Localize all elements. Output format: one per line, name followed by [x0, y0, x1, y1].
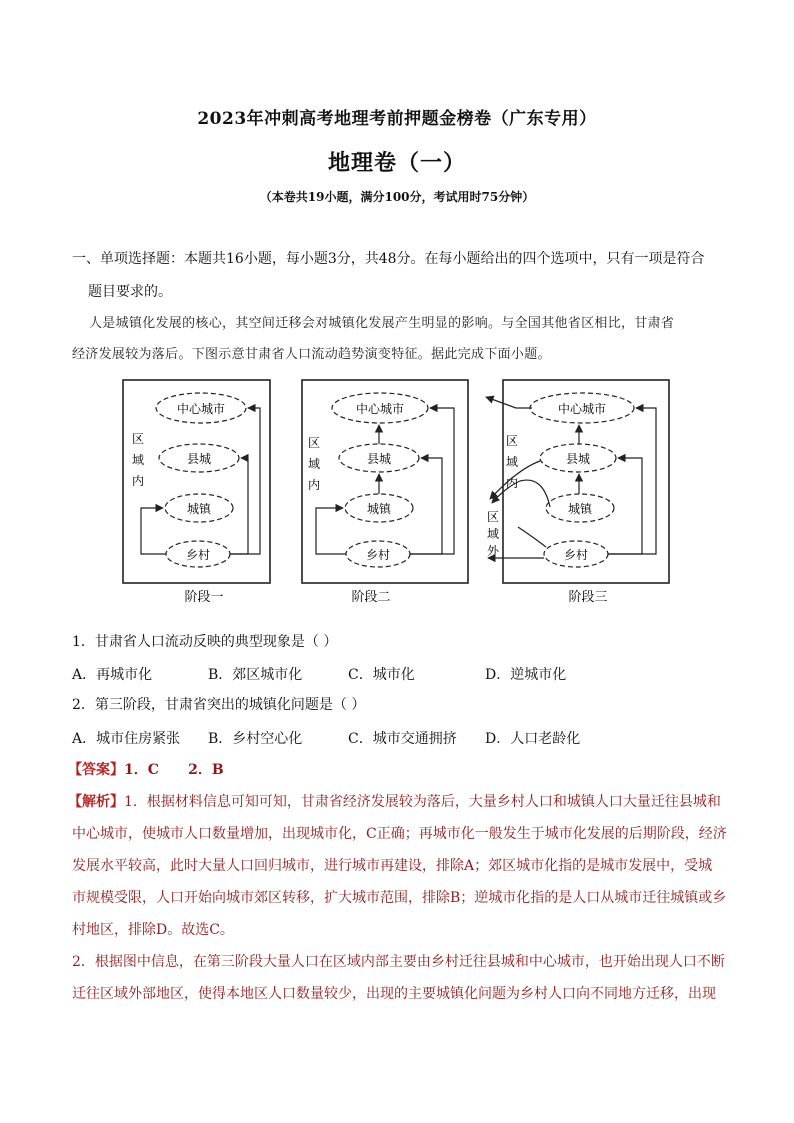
stage-2-town-label: 城镇 — [366, 502, 392, 516]
section-heading-line1: 一、单项选择题：本题共16小题，每小题3分，共48分。在每小题给出的四个选项中，只有一项是符合 — [72, 251, 705, 267]
analysis-text-1: 1．根据材料信息可知可知，甘肃省经济发展较为落后，大量乡村人口和城镇人口大量迁往县城和 — [124, 794, 721, 810]
stage-3-arrow-city-to-outside — [486, 397, 532, 408]
stage-1-region-inside-char3: 内 — [131, 474, 145, 488]
stage-1-county-label: 县城 — [186, 452, 212, 466]
stage-2-panel — [302, 380, 468, 605]
answer-value: 1．C 2．B — [124, 762, 224, 778]
stage-1-panel — [123, 380, 270, 605]
section-heading-line2: 题目要求的。 — [88, 284, 172, 300]
question-2-option-c: C．城市交通拥挤 — [348, 731, 457, 747]
exam-title: 2023年冲刺高考地理考前押题金榜卷（广东专用） — [197, 109, 597, 129]
stage-3-region-outside-char2: 域 — [486, 527, 500, 541]
stage-2-county-label: 县城 — [366, 452, 392, 466]
intro-line2: 经济发展较为落后。下图示意甘肃省人口流动趋势演变特征。据此完成下面小题。 — [72, 347, 551, 362]
stage-3-label: 阶段三 — [568, 590, 608, 605]
question-2-option-a: A．城市住房紧张 — [72, 731, 181, 747]
stage-1-arrow-village-to-city — [230, 408, 260, 554]
stage-1-town-label: 城镇 — [186, 502, 212, 516]
stage-3-region-inside-char3: 内 — [505, 476, 519, 490]
stage-3-village-label: 乡村 — [563, 548, 589, 562]
stage-3-arrow-village-up — [518, 527, 546, 547]
stage-2-region-inside-char1: 区 — [307, 436, 321, 450]
stage-2-region-inside-char2: 域 — [307, 457, 321, 471]
stage-3-panel — [486, 380, 669, 605]
question-2-option-b: B．乡村空心化 — [208, 731, 303, 747]
population-flow-diagram — [88, 377, 688, 609]
question-1-option-a: A．再城市化 — [72, 667, 153, 683]
stage-3-center-city-label: 中心城市 — [557, 402, 607, 416]
stage-2-arrow-village-to-county — [410, 458, 442, 554]
question-1-stem: 1．甘肃省人口流动反映的典型现象是（ ） — [72, 634, 338, 650]
stage-1-label: 阶段一 — [184, 590, 224, 605]
stage-3-arrow-town-to-outside — [492, 480, 550, 507]
analysis-line-7: 迁往区域外部地区，使得本地区人口数量较少，出现的主要城镇化问题为乡村人口向不同地方迁移，出现 — [72, 986, 716, 1002]
answer-label: 【答案】 — [68, 762, 124, 778]
stage-3-arrow-village-to-city — [608, 408, 656, 554]
analysis-label: 【解析】 — [68, 794, 124, 810]
analysis-line-1 — [68, 792, 724, 812]
analysis-line-3: 发展水平较高，此时大量人口回归城市，进行城市再建设，排除A；郊区城市化指的是城市发展中，受城 — [72, 858, 713, 874]
stage-3-county-label: 县城 — [565, 452, 591, 466]
paper-subtitle: （本卷共19小题，满分100分，考试用时75分钟） — [259, 190, 535, 204]
analysis-line-5: 村地区，排除D。故选C。 — [72, 922, 234, 938]
stage-1-village-label: 乡村 — [185, 548, 211, 562]
question-2-stem: 2．第三阶段，甘肃省突出的城镇化问题是（ ） — [72, 697, 366, 713]
stage-2-label: 阶段二 — [351, 590, 391, 605]
question-1-option-b: B．郊区城市化 — [208, 667, 303, 683]
question-2-option-d: D．人口老龄化 — [485, 731, 581, 747]
stage-1-arrow-village-to-town — [141, 508, 166, 554]
stage-2-arrow-village-to-town — [316, 508, 346, 554]
intro-line1: 人是城镇化发展的核心，其空间迁移会对城镇化发展产生明显的影响。与全国其他省区相比，甘肃省 — [89, 316, 675, 331]
stage-1-region-inside-char1: 区 — [131, 432, 145, 446]
stage-1-region-inside-char2: 域 — [131, 453, 145, 467]
stage-1-center-city-label: 中心城市 — [176, 402, 226, 416]
stage-2-region-inside-char3: 内 — [307, 478, 321, 492]
stage-3-town-label: 城镇 — [567, 502, 593, 516]
question-1-option-d: D．逆城市化 — [485, 667, 567, 683]
question-1-option-c: C．城市化 — [348, 667, 415, 683]
analysis-line-2: 中心城市，使城市人口数量增加，出现城市化，C正确；再城市化一般发生于城市化发展的后期阶段，经济 — [72, 826, 727, 842]
stage-3-region-outside-char3: 外 — [486, 544, 500, 558]
stage-3-region-outside-char1: 区 — [486, 510, 500, 524]
stage-2-center-city-label: 中心城市 — [355, 402, 405, 416]
stage-3-region-inside-char2: 域 — [505, 455, 519, 469]
analysis-line-4: 市规模受限，人口开始向城市郊区转移，扩大城市范围，排除B；逆城市化指的是人口从城市迁往城镇或乡 — [72, 890, 727, 906]
analysis-line-6: 2．根据图中信息，在第三阶段大量人口在区域内部主要由乡村迁往县城和中心城市，也开始出现人口不断 — [72, 954, 725, 970]
paper-title: 地理卷（一） — [327, 150, 466, 176]
stage-2-arrow-village-to-city — [410, 408, 454, 554]
stage-2-village-label: 乡村 — [365, 548, 391, 562]
stage-3-region-inside-char1: 区 — [505, 434, 519, 448]
answer-line — [68, 760, 724, 780]
